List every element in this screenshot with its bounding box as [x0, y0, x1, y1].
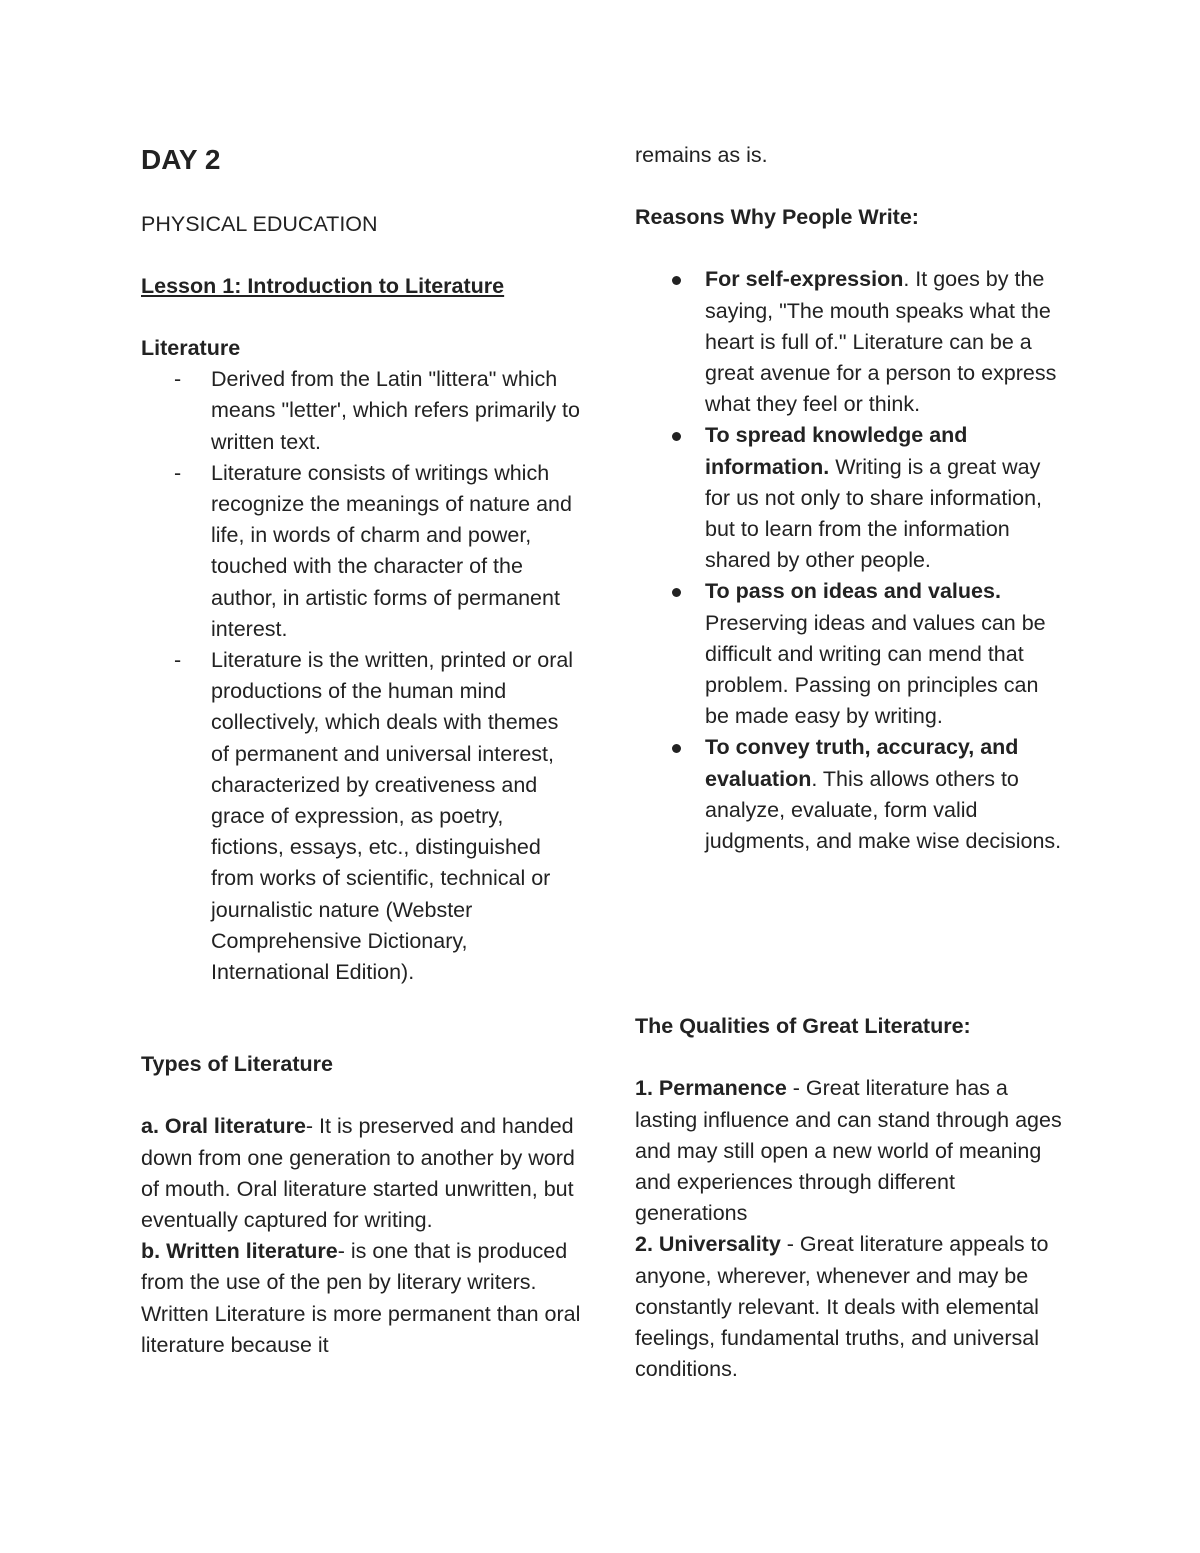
- reason-text: . It goes by the saying, "The mouth speaks what the heart is full of." Literature can be a great avenue for a person to express what they feel or think.: [705, 267, 1057, 417]
- bullet-icon: [672, 276, 681, 285]
- reasons-list: [635, 264, 1065, 857]
- literature-section: [141, 333, 581, 988]
- bullet-icon: [672, 432, 681, 441]
- quality-text: - Great literature appeals to anyone, wherever, whenever and may be constantly relevant. It deals with elemental feelings, fundamental truths, and universal conditions.: [635, 1232, 1049, 1382]
- literature-definition-list: [141, 364, 581, 988]
- written-literature-continuation: remains as is.: [635, 143, 768, 167]
- dash-marker: -: [174, 460, 182, 485]
- reasons-heading: Reasons Why People Write:: [635, 205, 919, 229]
- oral-literature-paragraph: [141, 1111, 581, 1236]
- bullet-icon: [672, 744, 681, 753]
- bullet-icon: [672, 588, 681, 597]
- reason-bold: For self-expression: [705, 267, 904, 292]
- reasons-section: [635, 202, 1065, 857]
- written-literature-text: - is one that is produced from the use of the pen by literary writers. Written Literature is more permanent than oral literature because it: [141, 1239, 581, 1357]
- list-item: [141, 364, 581, 458]
- types-section: [141, 1049, 581, 1361]
- literature-heading: Literature: [141, 336, 241, 360]
- list-item: [141, 645, 581, 988]
- qualities-heading: The Qualities of Great Literature:: [635, 1014, 971, 1038]
- reason-text: . This allows others to analyze, evaluate, form valid judgments, and make wise decisions.: [705, 766, 1062, 854]
- list-item-text: Literature consists of writings which recognize the meanings of nature and life, in words of charm and power, touched with the character of the author, in artistic forms of permanent interest.: [211, 460, 572, 641]
- written-literature-paragraph: [141, 1236, 581, 1361]
- subject-title: PHYSICAL EDUCATION: [141, 212, 378, 236]
- quality-text: - Great literature has a lasting influence and can stand through ages and may still open a new world of meaning and experiences through different generations: [635, 1076, 1062, 1226]
- quality-paragraph: [635, 1073, 1065, 1229]
- list-item: [635, 420, 1065, 576]
- list-item: [635, 732, 1065, 857]
- day-title: DAY 2: [141, 144, 221, 175]
- qualities-section: [635, 1011, 1065, 1385]
- dash-marker: -: [174, 367, 182, 392]
- reason-text: Preserving ideas and values can be difficult and writing can mend that problem. Passing on principles can be made easy by writing.: [705, 610, 1046, 729]
- reason-bold: To pass on ideas and values.: [705, 579, 1001, 604]
- reason-text: Writing is a great way for us not only to share information, but to learn from the information shared by other people.: [705, 454, 1043, 573]
- list-item-text: Literature is the written, printed or oral productions of the human mind collectively, which deals with themes of permanent and universal interest, characterized by creativeness and grace of expression, as poetry, fictions, essays, etc., distinguished from works of scientific, technical or journalistic nature (Webster Comprehensive Dictionary, International Edition).: [211, 648, 574, 985]
- oral-literature-label: a. Oral literature: [141, 1114, 306, 1139]
- quality-label: 2. Universality: [635, 1232, 781, 1257]
- written-literature-label: b. Written literature: [141, 1239, 338, 1264]
- reason-bold: To convey truth, accuracy, and evaluation: [705, 735, 1019, 791]
- list-item-text: Derived from the Latin "littera" which means "letter', which refers primarily to written text.: [211, 367, 580, 454]
- list-item: [635, 576, 1065, 732]
- quality-paragraph: [635, 1229, 1065, 1385]
- list-item: [635, 264, 1065, 420]
- dash-marker: -: [174, 648, 182, 673]
- quality-label: 1. Permanence: [635, 1076, 787, 1101]
- oral-literature-text: - It is preserved and handed down from one generation to another by word of mouth. Oral literature started unwritten, but eventually captured for writing.: [141, 1114, 575, 1232]
- types-heading: Types of Literature: [141, 1052, 333, 1076]
- reason-bold: To spread knowledge and information.: [705, 423, 968, 479]
- lesson-title: Lesson 1: Introduction to Literature: [141, 274, 505, 298]
- list-item: [141, 458, 581, 645]
